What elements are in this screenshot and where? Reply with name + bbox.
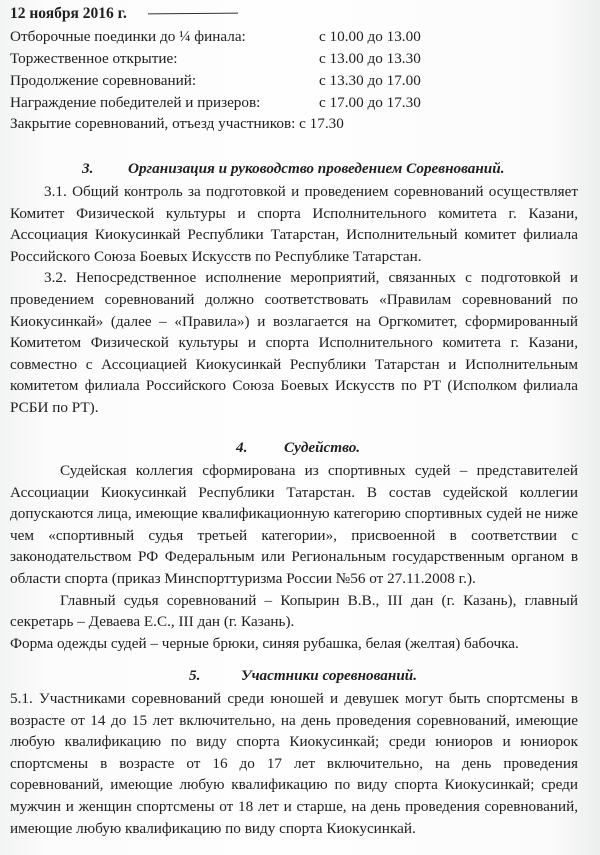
- paragraph-3-1: 3.1. Общий контроль за подготовкой и проведением соревнований осуществляет Комитет Физической культуры и спорта Исполнительного комитета г. Казани, Ассоциация Киокусинкай Республики Татарстан, Исполнительный комитет филиала Российского Союза Боевых Искусств по Республике Татарстан.: [10, 183, 578, 265]
- schedule-row: [10, 70, 570, 92]
- section-3-heading: [82, 158, 505, 180]
- section-4-body: [10, 460, 578, 654]
- schedule-row: [10, 48, 570, 70]
- schedule-label: Отборочные поединки до ¼ финала:: [10, 28, 246, 45]
- section-title: Судейство.: [284, 439, 361, 456]
- section-title: Организация и руководство проведением Соревнований.: [128, 160, 505, 177]
- schedule-time: с 13.00 до 13.30: [319, 50, 421, 67]
- paragraph-3-2: 3.2. Непосредственное исполнение мероприятий, связанных с подготовкой и проведением соревнований должно соответствовать «Правилам соревнований по Киокусинкай» (далее – «Правила») и возлагается на Оргкомитет, сформированный Комитетом Физической культуры и спорта Исполнительного комитета г. Казани, совместно с Ассоциацией Киокусинкай Республики Татарстан и Исполнительным комитетом филиала Российского Союза Боевых Искусств по РТ (Исполком филиала РСБИ по РТ).: [10, 269, 578, 416]
- section-number: 5.: [189, 667, 201, 684]
- schedule-time: с 10.00 до 13.00: [319, 28, 421, 45]
- schedule-row: [10, 92, 570, 114]
- schedule-time: с 13.30 до 17.00: [319, 72, 421, 89]
- paragraph-4-3: Форма одежды судей – черные брюки, синяя рубашка, белая (желтая) бабочка.: [10, 634, 519, 652]
- schedule-label: Продолжение соревнований:: [10, 72, 197, 89]
- section-5-body: [10, 688, 578, 839]
- section-5-heading: [189, 665, 417, 687]
- section-number: 4.: [236, 439, 248, 456]
- paragraph-5-1: 5.1. Участниками соревнований среди юношей и девушек могут быть спортсмены в возрасте от 14 до 15 лет включительно, на день проведения соревнований, имеющие любую квалификацию по виду спорта Киокусинкай; среди юниоров и юниорок спортсмены в возрасте от 16 до 17 лет включительно, на день проведения соревнований, имеющие любую квалификацию по виду спорта Киокусинкай; среди мужчин и женщин спортсмены от 18 лет и старше, на день проведения соревнований, имеющие любую квалификацию по виду спорта Киокусинкай.: [10, 690, 578, 837]
- paragraph-4-1: Судейская коллегия сформирована из спортивных судей – представителей Ассоциации Киокусинкай Республики Татарстан. В состав судейской коллегии допускаются лица, имеющие квалификационную категорию спортивных судей не ниже чем «спортивный судья третьей категории», присвоенной в соответствии с законодательством РФ Федеральным или Региональным государственным органом в области спорта (приказ Минспорттуризма России №56 от 27.11.2008 г.).: [10, 462, 578, 587]
- schedule-label: Торжественное открытие:: [10, 50, 178, 67]
- underline-rule: [148, 13, 238, 15]
- schedule-row: [10, 26, 570, 48]
- schedule-label: Награждение победителей и призеров:: [10, 94, 261, 111]
- section-title: Участники соревнований.: [241, 667, 418, 684]
- section-3-body: [10, 181, 578, 419]
- section-4-heading: [236, 437, 360, 459]
- closing-line: Закрытие соревнований, отъезд участников: с 17.30: [10, 115, 344, 132]
- paragraph-4-2: Главный судья соревнований – Копырин В.В., III дан (г. Казань), главный секретарь – Деваева Е.С., III дан (г. Казань).: [10, 591, 578, 631]
- schedule-time: с 17.00 до 17.30: [319, 94, 421, 111]
- section-number: 3.: [82, 160, 94, 177]
- event-date: 12 ноября 2016 г.: [10, 5, 127, 22]
